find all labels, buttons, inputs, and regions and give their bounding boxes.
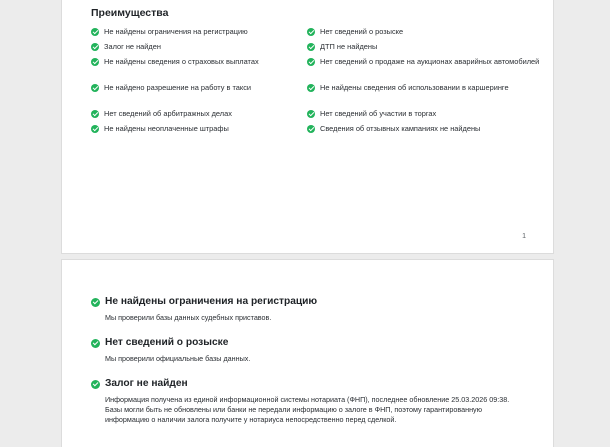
check-circle-icon bbox=[91, 58, 99, 66]
advantages-row bbox=[91, 27, 541, 42]
advantage-label: Нет сведений об арбитражных делах bbox=[104, 109, 232, 118]
detail-text: Мы проверили базы данных судебных приставов. bbox=[105, 313, 272, 322]
detail-block-registration bbox=[91, 296, 511, 323]
advantage-label: Не найдены сведения о страховых выплатах bbox=[104, 57, 259, 66]
detail-block-wanted bbox=[91, 337, 511, 364]
detail-text: Мы проверили официальные базы данных. bbox=[105, 354, 251, 363]
advantage-item bbox=[307, 57, 541, 66]
check-circle-icon bbox=[91, 110, 99, 118]
check-circle-icon bbox=[307, 28, 315, 36]
section-title-advantages: Преимущества bbox=[91, 7, 169, 19]
advantages-row bbox=[91, 42, 541, 57]
advantage-item bbox=[91, 57, 307, 66]
check-circle-icon bbox=[91, 298, 100, 307]
check-circle-icon bbox=[307, 84, 315, 92]
advantage-label: Нет сведений об участии в торгах bbox=[320, 109, 437, 118]
check-circle-icon bbox=[91, 380, 100, 389]
advantage-item bbox=[91, 109, 307, 118]
advantage-item bbox=[91, 83, 307, 92]
advantage-label: Нет сведений о продаже на аукционах аварийных автомобилей bbox=[320, 57, 540, 66]
check-circle-icon bbox=[307, 110, 315, 118]
advantage-item bbox=[307, 109, 541, 118]
detail-block-pledge bbox=[91, 378, 511, 425]
report-page-1 bbox=[61, 0, 554, 254]
advantage-label: Не найдены сведения об использовании в каршеринге bbox=[320, 83, 509, 92]
advantage-label: Нет сведений о розыске bbox=[320, 27, 404, 36]
check-circle-icon bbox=[91, 339, 100, 348]
advantages-row bbox=[91, 124, 541, 139]
advantage-item bbox=[307, 42, 541, 51]
advantages-list bbox=[91, 27, 541, 139]
detail-title: Залог не найден bbox=[105, 378, 188, 389]
advantage-label: Не найдены ограничения на регистрацию bbox=[104, 27, 248, 36]
advantage-item bbox=[307, 124, 541, 133]
detail-title: Не найдены ограничения на регистрацию bbox=[105, 296, 318, 307]
page-number: 1 bbox=[522, 233, 526, 240]
advantage-label: Сведения об отзывных кампаниях не найдены bbox=[320, 124, 481, 133]
advantage-item bbox=[91, 27, 307, 36]
check-circle-icon bbox=[307, 125, 315, 133]
check-circle-icon bbox=[91, 84, 99, 92]
advantage-item bbox=[307, 83, 541, 92]
check-circle-icon bbox=[91, 28, 99, 36]
detail-title: Нет сведений о розыске bbox=[105, 337, 229, 348]
detail-text: Информация получена из единой информационной системы нотариата (ФНП), последнее обновление 25.03.2026 09:38. Базы могли быть не обновлены или банки не передали информацию о залоге в ФНП, поэтому гарантированную информацию о наличии залога получите у нотариуса непосредственно перед сделкой. bbox=[105, 395, 510, 424]
check-circle-icon bbox=[307, 58, 315, 66]
advantages-row bbox=[91, 109, 541, 124]
advantage-item bbox=[91, 124, 307, 133]
advantages-row bbox=[91, 83, 541, 109]
advantages-row bbox=[91, 57, 541, 83]
advantage-label: Залог не найден bbox=[104, 42, 161, 51]
advantage-item bbox=[307, 27, 541, 36]
advantage-label: ДТП не найдены bbox=[320, 42, 378, 51]
advantage-item bbox=[91, 42, 307, 51]
advantage-label: Не найдены неоплаченные штрафы bbox=[104, 124, 229, 133]
check-circle-icon bbox=[307, 43, 315, 51]
report-page-2 bbox=[61, 259, 554, 447]
advantage-label: Не найдено разрешение на работу в такси bbox=[104, 83, 252, 92]
check-circle-icon bbox=[91, 125, 99, 133]
check-circle-icon bbox=[91, 43, 99, 51]
